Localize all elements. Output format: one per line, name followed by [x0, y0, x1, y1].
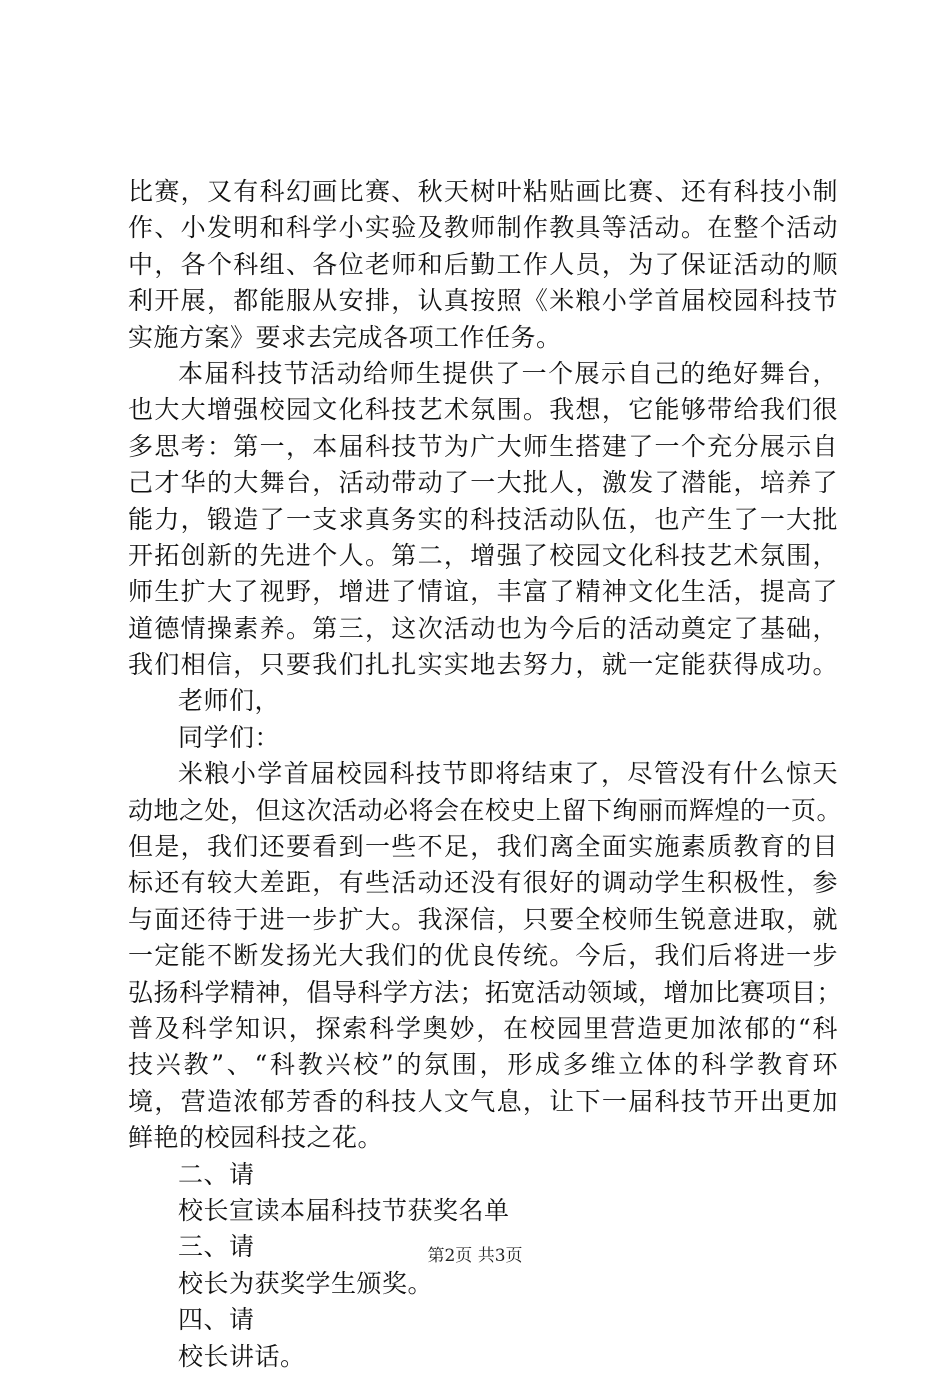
text-line: 开拓创新的先进个人。第二，增强了校园文化科技艺术氛围， — [128, 540, 838, 570]
text-line: 实施方案》要求去完成各项工作任务。 — [128, 322, 562, 352]
text-line: 老师们， — [178, 686, 281, 716]
text-line: 四、请 — [178, 1305, 255, 1335]
document-body — [128, 174, 843, 1375]
text-line: 道德情操素养。第三，这次活动也为今后的活动奠定了基础， — [128, 613, 838, 643]
text-line: 三、请 — [178, 1232, 255, 1262]
text-line: 技兴教”、“科教兴校”的氛围，形成多维立体的科学教育环 — [128, 1050, 838, 1080]
text-line: 作、小发明和科学小实验及教师制作教具等活动。在整个活动 — [128, 213, 838, 243]
text-line: 弘扬科学精神，倡导科学方法；拓宽活动领域，增加比赛项目； — [128, 977, 843, 1007]
text-line: 鲜艳的校园科技之花。 — [128, 1123, 384, 1153]
text-line: 普及科学知识，探索科学奥妙，在校园里营造更加浓郁的“科 — [128, 1013, 838, 1043]
text-line: 我们相信，只要我们扎扎实实地去努力，就一定能获得成功。 — [128, 650, 838, 680]
text-line: 校长为获奖学生颁奖。 — [178, 1268, 434, 1298]
page-number-label: 第2页 共3页 — [427, 1246, 523, 1266]
text-line: 米粮小学首届校园科技节即将结束了，尽管没有什么惊天 — [178, 759, 838, 789]
text-line: 校长宣读本届科技节获奖名单 — [178, 1195, 510, 1225]
text-line: 校长讲话。 — [178, 1341, 306, 1371]
text-line: 比赛，又有科幻画比赛、秋天树叶粘贴画比赛、还有科技小制 — [128, 177, 838, 206]
text-line: 中，各个科组、各位老师和后勤工作人员，为了保证活动的顺 — [128, 249, 838, 279]
text-line: 能力，锻造了一支求真务实的科技活动队伍，也产生了一大批 — [128, 504, 838, 534]
text-line: 动地之处，但这次活动必将会在校史上留下绚丽而辉煌的一页。 — [128, 795, 843, 825]
text-line: 利开展，都能服从安排，认真按照《米粮小学首届校园科技节 — [128, 286, 838, 316]
text-line: 一定能不断发扬光大我们的优良传统。今后，我们后将进一步 — [128, 941, 838, 971]
text-line: 也大大增强校园文化科技艺术氛围。我想，它能够带给我们很 — [128, 395, 838, 425]
text-line: 但是，我们还要看到一些不足，我们离全面实施素质教育的目 — [128, 832, 838, 862]
text-line: 二、请 — [178, 1159, 255, 1189]
text-line: 本届科技节活动给师生提供了一个展示自己的绝好舞台， — [178, 358, 838, 388]
text-line: 标还有较大差距，有些活动还没有很好的调动学生积极性，参 — [128, 868, 838, 898]
text-line: 师生扩大了视野，增进了情谊，丰富了精神文化生活，提高了 — [128, 577, 838, 607]
text-line: 同学们： — [178, 722, 281, 752]
text-line: 与面还待于进一步扩大。我深信，只要全校师生锐意进取，就 — [128, 904, 838, 934]
text-line: 多思考：第一，本届科技节为广大师生搭建了一个充分展示自 — [128, 431, 838, 461]
text-line: 境，营造浓郁芳香的科技人文气息，让下一届科技节开出更加 — [128, 1086, 838, 1116]
text-line: 己才华的大舞台，活动带动了一大批人，激发了潜能，培养了 — [128, 468, 838, 498]
page-footer — [0, 1244, 950, 1268]
